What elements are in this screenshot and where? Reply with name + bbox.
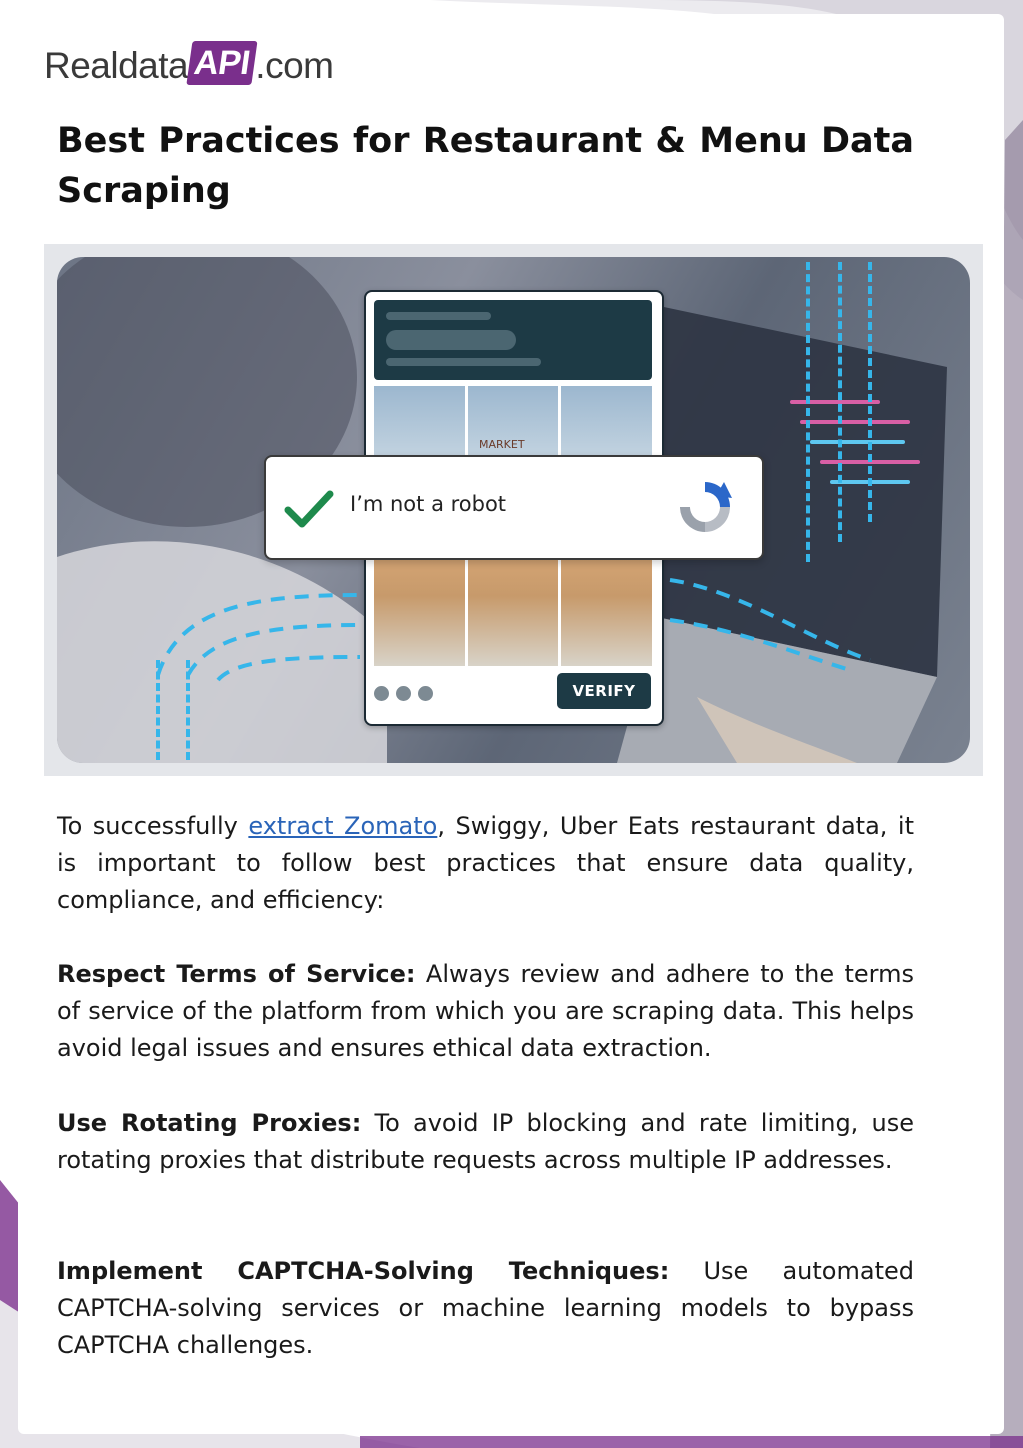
code-line — [800, 420, 910, 424]
realdataapi-logo[interactable] — [44, 40, 333, 92]
practice-paragraph — [57, 1253, 914, 1364]
intro-paragraph — [57, 808, 914, 919]
logo-text-left: Realdata — [44, 45, 189, 86]
page-title: Best Practices for Restaurant & Menu Data Scraping — [57, 121, 914, 211]
dashed-line-decoration — [806, 262, 810, 562]
verify-button[interactable]: VERIFY — [557, 673, 651, 709]
logo-api-badge: API — [186, 41, 257, 85]
practice-text: Always review and adhere to the terms of service of the platform from which you are scraping data. This helps avoid legal issues and ensures ethical data extraction. — [57, 960, 915, 1062]
extract-zomato-link[interactable]: extract Zomato — [248, 812, 438, 840]
logo-text-right: .com — [255, 45, 334, 86]
code-line — [790, 400, 880, 404]
intro-suffix: , Swiggy, Uber Eats restaurant data, it is important to follow best practices that ensure data quality, compliance, and efficiency: — [57, 812, 914, 914]
practice-paragraph — [57, 956, 914, 1067]
recaptcha-logo-icon — [674, 476, 736, 538]
practice-heading: Implement CAPTCHA-Solving Techniques: — [57, 1257, 670, 1285]
not-a-robot-label: I’m not a robot — [350, 492, 507, 516]
dashed-line-decoration — [838, 262, 842, 542]
practice-heading: Respect Terms of Service: — [57, 960, 416, 988]
code-line — [810, 440, 905, 444]
captcha-dot — [374, 686, 389, 701]
practice-text: To avoid IP blocking and rate limiting, use rotating proxies that distribute requests across multiple IP addresses. — [57, 1109, 914, 1174]
practice-paragraph — [57, 1105, 914, 1179]
placeholder-bar — [386, 330, 516, 350]
checkmark-icon — [284, 488, 334, 532]
dashed-arc-decoration — [660, 560, 880, 680]
dashed-line-decoration — [868, 262, 872, 522]
market-sign: MARKET — [479, 438, 525, 451]
intro-prefix: To successfully — [57, 812, 249, 840]
practice-heading: Use Rotating Proxies: — [57, 1109, 362, 1137]
placeholder-bar — [386, 312, 491, 320]
captcha-dot — [418, 686, 433, 701]
captcha-header — [374, 300, 652, 380]
practice-text: Use automated CAPTCHA-solving services or machine learning models to bypass CAPTCHA challenges. — [57, 1257, 914, 1359]
placeholder-bar — [386, 358, 541, 366]
captcha-dot — [396, 686, 411, 701]
dashed-arc-decoration — [140, 585, 400, 785]
